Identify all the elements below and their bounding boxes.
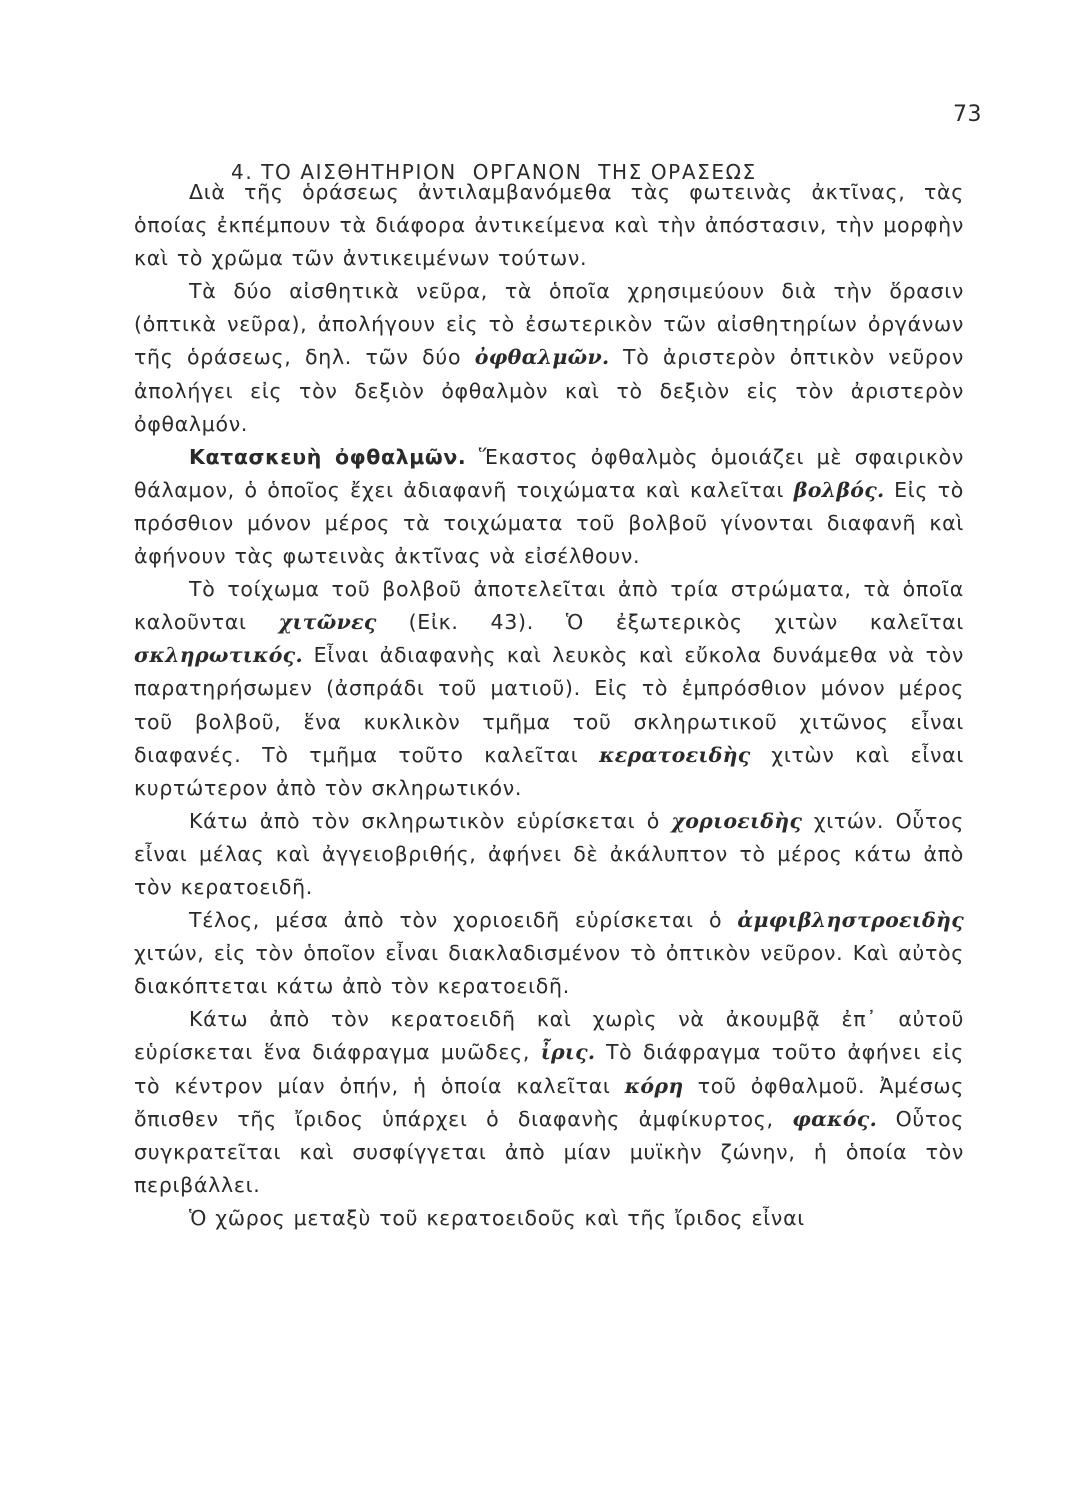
paragraph-text: Κάτω ἀπὸ τὸν κερατοειδῆ καὶ χωρὶς νὰ ἀκουμβᾷ ἐπ᾽ αὐτοῦ εὑρίσκεται ἕνα διάφραγμα μυῶδες, — [134, 1007, 964, 1065]
term-fakos: φακός. — [792, 1106, 878, 1131]
paragraph-6 — [134, 904, 964, 1003]
paragraph-text: Ἕκαστος ὀφθαλμὸς ὁμοιάζει μὲ σφαιρικὸν θάλαμον, ὁ ὁποῖος ἔχει ἀδιαφανῆ τοιχώματα καὶ καλεῖται — [134, 444, 965, 502]
term-sklirotikos: σκληρωτικός. — [134, 643, 303, 668]
paragraph-7 — [134, 1003, 964, 1202]
term-chorioeidis: χοριοειδὴς — [671, 808, 803, 833]
paragraph-text: Εἶναι ἀδιαφανὴς καὶ λευκὸς καὶ εὔκολα δυνάμεθα νὰ τὸν παρατηρήσωμεν (ἀσπράδι τοῦ ματιοῦ). Εἰς τὸ ἐμπρόσθιον μόνον μέρος τοῦ βολβοῦ, ἕνα κυκλικὸν τμῆμα τοῦ σκληρωτικοῦ χιτῶνος εἶναι διαφανές. Τὸ τμῆμα τοῦτο καλεῖται — [134, 643, 965, 767]
section-heading: 4. ΤΟ ΑΙΣΘΗΤΗΡΙΟΝ ΟΡΓΑΝΟΝ ΤΗΣ ΟΡΑΣΕΩΣ — [231, 160, 757, 184]
term-kori: κόρη — [624, 1073, 684, 1098]
subheading-eye-structure: Κατασκευὴ ὀφθαλμῶν. — [189, 444, 467, 469]
paragraph-8 — [134, 1202, 964, 1235]
paragraph-2 — [134, 275, 964, 440]
paragraph-text: χιτὼν καὶ εἶναι κυρτώτερον ἀπὸ τὸν σκληρωτικόν. — [134, 742, 964, 800]
term-keratoeidis: κερατοειδὴς — [599, 742, 751, 767]
paragraph-text: Κάτω ἀπὸ τὸν σκληρωτικὸν εὑρίσκεται ὁ — [189, 808, 660, 833]
paragraph-text: τοῦ ὀφθαλμοῦ. Ἀμέσως ὄπισθεν τῆς ἴριδος ὑπάρχει ὁ διαφανὴς ἀμφίκυρτος, — [134, 1073, 964, 1131]
term-ophthalmon: ὀφθαλμῶν. — [474, 345, 610, 370]
body-text — [134, 176, 964, 1235]
term-iris: ἶρις. — [540, 1040, 596, 1065]
paragraph-text: Διὰ τῆς ὁράσεως ἀντιλαμβανόμεθα τὰς φωτεινὰς ἀκτῖνας, τὰς ὁποίας ἐκπέμπουν τὰ διάφορα ἀντικείμενα καὶ τὴν ἀπόστασιν, τὴν μορφὴν καὶ τὸ χρῶμα τῶν ἀντικειμένων τούτων. — [134, 180, 964, 271]
term-amfivlistroeidis: ἀμφιβληστροειδὴς — [737, 908, 964, 933]
paragraph-3 — [134, 441, 964, 573]
term-chitones: χιτῶνες — [278, 610, 377, 635]
paragraph-text: Τὸ διάφραγμα τοῦτο ἀφήνει εἰς τὸ κέντρον μίαν ὀπήν, ἡ ὁποία καλεῖται — [134, 1040, 964, 1098]
paragraph-text: Τέλος, μέσα ἀπὸ τὸν χοριοειδῆ εὑρίσκεται ὁ — [189, 908, 723, 933]
paragraph-text: χιτών, εἰς τὸν ὁποῖον εἶναι διακλαδισμένον τὸ ὀπτικὸν νεῦρον. Καὶ αὐτὸς διακόπτεται κάτω ἀπὸ τὸν κερατοειδῆ. — [134, 941, 964, 999]
paragraph-text: Τὸ τοίχωμα τοῦ βολβοῦ ἀποτελεῖται ἀπὸ τρία στρώματα, τὰ ὁποῖα καλοῦνται — [134, 577, 964, 635]
page-number: 73 — [953, 102, 982, 127]
paragraph-text: χιτών. Οὗτος εἶναι μέλας καὶ ἀγγειοβριθής, ἀφήνει δὲ ἀκάλυπτον τὸ μέρος κάτω ἀπὸ τὸν κερατοειδῆ. — [134, 808, 965, 899]
paragraph-5 — [134, 805, 964, 904]
term-volvos: βολβός. — [793, 477, 885, 502]
paragraph-text: Οὗτος συγκρατεῖται καὶ συσφίγγεται ἀπὸ μίαν μυϊκὴν ζώνην, ἡ ὁποία τὸν περιβάλλει. — [134, 1106, 965, 1197]
paragraph-text: Τὸ ἀριστερὸν ὀπτικὸν νεῦρον ἀπολήγει εἰς τὸν δεξιὸν ὀφθαλμὸν καὶ τὸ δεξιὸν εἰς τὸν ἀριστερὸν ὀφθαλμόν. — [134, 345, 965, 436]
paragraph-4 — [134, 573, 964, 805]
paragraph-text: Εἰς τὸ πρόσθιον μόνον μέρος τὰ τοιχώματα τοῦ βολβοῦ γίνονται διαφανῆ καὶ ἀφήνουν τὰς φωτεινὰς ἀκτῖνας νὰ εἰσέλθουν. — [134, 477, 965, 569]
paragraph-text: (Εἰκ. 43). Ὁ ἐξωτερικὸς χιτὼν καλεῖται — [408, 610, 964, 635]
paragraph-1 — [134, 176, 964, 275]
paragraph-text: Τὰ δύο αἰσθητικὰ νεῦρα, τὰ ὁποῖα χρησιμεύουν διὰ τὴν ὅρασιν (ὀπτικὰ νεῦρα), ἀπολήγουν εἰς τὸ ἐσωτερικὸν τῶν αἰσθητηρίων ὀργάνων τῆς ὁράσεως, δηλ. τῶν δύο — [134, 279, 964, 370]
paragraph-text: Ὁ χῶρος μεταξὺ τοῦ κερατοειδοῦς καὶ τῆς ἴριδος εἶναι — [189, 1205, 805, 1230]
